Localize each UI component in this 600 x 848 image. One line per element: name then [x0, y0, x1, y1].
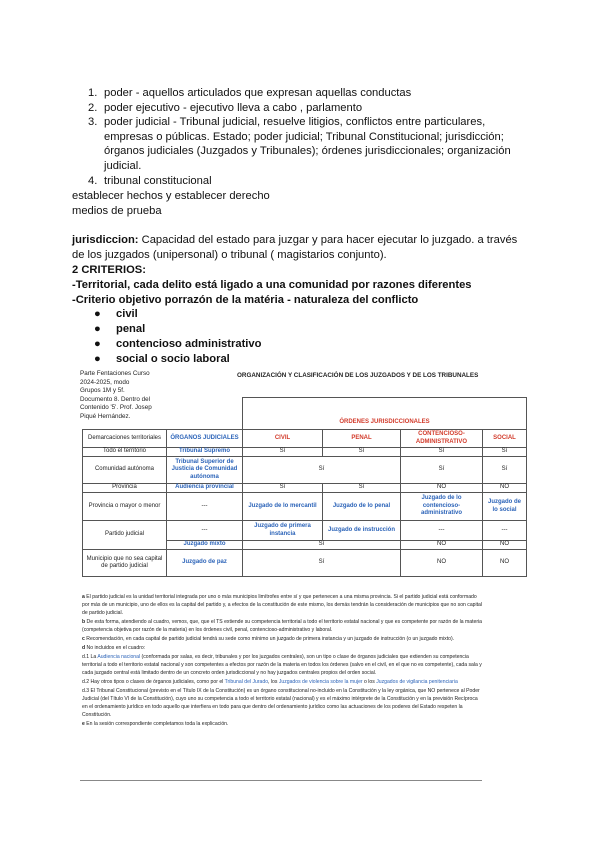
list-number: 4. — [88, 174, 98, 187]
col-social: SOCIAL — [483, 430, 527, 448]
list-item — [88, 86, 528, 101]
numbered-list — [88, 86, 528, 188]
table-row: Juzgado mixto Sí NO NO — [83, 541, 527, 550]
col-organos: ÓRGANOS JUDICIALES — [167, 430, 243, 448]
list-item — [88, 115, 528, 173]
jurisdiccion-definition — [72, 233, 532, 262]
table-title: ORGANIZACIÓN Y CLASIFICACIÓN DE LOS JUZGADOS Y DE LOS TRIBUNALES — [237, 372, 479, 379]
jurisdiccion-text: Capacidad del estado para juzgar y para hacer ejecutar lo juzgado. a través de los juzgados (unipersonal) o tribunal ( magistarios conjunto). — [72, 234, 518, 261]
col-civil: CIVIL — [243, 430, 323, 448]
list-text: poder - aquellos articulados que expresan aquellas conductas — [104, 87, 412, 99]
list-text: tribunal constitucional — [104, 174, 212, 187]
note-line: establecer hechos y establecer derecho — [72, 190, 270, 202]
table-row — [83, 398, 527, 416]
footnote: e En la sesión correspondiente completamos toda la explicación. — [82, 720, 229, 727]
organization-table — [82, 397, 527, 577]
bullet-item: ● penal — [94, 323, 146, 335]
footnote: a El partido judicial es la unidad territorial integrada por uno o más municipios limítrofes entre sí y que pertenecen a una misma provincia. Si el partido judicial está conformado por más de un municipio, uno de ellos es la capital del partido y, a efectos de la constitución de este mismo, los demás tendrán la consideración de municipios que no son capital de partido judicial. — [82, 594, 482, 616]
footnote: c Recomendación, en cada capital de partido judicial tendrá su sede como mínimo un juzgado de primera instancia y un juzgado de instrucción (o un juzgado mixto). — [82, 635, 455, 642]
divider — [80, 780, 482, 781]
col-penal: PENAL — [323, 430, 401, 448]
table-row: Provincia o mayor o menor --- Juzgado de lo mercantil Juzgado de lo penal Juzgado de lo contencioso-administrativo Juzgado de lo social — [83, 493, 527, 521]
list-text: poder ejecutivo - ejecutivo lleva a cabo , parlamento — [104, 101, 363, 114]
bullet-item: ● civil — [94, 308, 138, 320]
note-line: medios de prueba — [72, 205, 162, 217]
bullet-item: ● contencioso administrativo — [94, 338, 262, 350]
list-item — [88, 101, 528, 116]
table-row: Municipio que no sea capital de partido judicial Juzgado de paz Sí NO NO — [83, 550, 527, 577]
table-row — [83, 416, 527, 430]
table-header-row — [83, 430, 527, 448]
list-number: 3. — [88, 116, 98, 129]
list-item — [88, 174, 528, 189]
col-contencioso: CONTENCIOSO-ADMINISTRATIVO — [401, 430, 483, 448]
col-demarcaciones: Demarcaciones territoriales — [83, 430, 167, 448]
table-row: Comunidad autónoma Tribunal Superior de Justicia de Comunidad autónoma Sí Sí Sí — [83, 457, 527, 484]
table-row: Provincia Audiencia provincial Sí Sí NO NO — [83, 484, 527, 493]
footnote: b De esta forma, atendiendo al cuadro, vemos, que, que el TS extiende su competencia territorial a todo el territorio estatal nacional y que es competente por razón de la materia (competencia objetiva por razón de la materia) en los órdenes civil, penal, contencioso-administrativo y laboral. — [82, 618, 483, 633]
document-note: Parte Fentaciones Curso 2024-2025, modo Grupos 1M y 5f. Documento 8. Dentro del Contenido '5'. Prof. Josep Piqué Hernández. — [80, 370, 152, 420]
footnote: d No incluidos en el cuadro: — [82, 644, 146, 651]
table-footnotes — [82, 594, 482, 730]
ordenes-header: ÓRDENES JURISDICCIONALES — [243, 416, 527, 430]
list-number: 1. — [88, 87, 98, 99]
list-number: 2. — [88, 101, 98, 114]
jurisdiccion-term: jurisdiccion: — [72, 234, 139, 246]
bullet-item: ● social o socio laboral — [94, 353, 230, 365]
footnote: d.3 El Tribunal Constitucional (previsto en el Título IX de la Constitución) es un órgano constitucional no-incluido en la Constitución y la ley orgánica, que NO pertenece al Poder Judicial (del Título VI de la Constitución), cuyo uno su competencia a todo el territorio estatal (nacional) y es el máximo intérprete de la Constitución y en la previsión Recíproca en el ordenamiento jurídico en todo aquello que interfiera en todo para que dentro del ordenamiento jurídico como las actuaciones de los poderes del Estado respeten la Constitución. — [82, 688, 480, 718]
criterio-objetivo: -Criterio objetivo porrazón de la matéria - naturaleza del conflicto — [72, 294, 419, 306]
footnote: d.2 Hay otros tipos o clases de órganos judiciales, como por el Tribunal del Jurado, los Juzgados de violencia sobre la mujer o los Juzgados de vigilancia penitenciaria — [82, 678, 458, 685]
criterios-heading: 2 CRITERIOS: — [72, 264, 146, 276]
table-row: Partido judicial --- Juzgado de primera instancia Juzgado de instrucción --- --- — [83, 521, 527, 541]
table-row: Todo el territorio Tribunal Supremo Sí Sí Sí Sí — [83, 448, 527, 457]
footnote: d.1 La Audiencia nacional (conformada por salas, es decir, tribunales y por los juzgados centrales), son un tipo o clase de órganos judiciales que extienden su competencia territorial a todo el territorio estatal nacional y son competentes a efectos por razón de la materia en todos los órdenes (salvo en el civil, en el que no es competente), cada sala y cada juzgado central está limitado dentro de un concreto orden jurisdiccional y no hay juzgados centrales propios del orden social. — [82, 654, 482, 676]
criterio-territorial: -Territorial, cada delito está ligado a una comunidad por razones diferentes — [72, 279, 472, 291]
list-text: poder judicial - Tribunal judicial, resuelve litigios, conflictos entre particulares, empresas o públicas. Estado; poder judicial; Tribunal Constitucional; jurisdicción; órganos judiciales (Juzgados y Tribunales); órdenes jurisdiccionales; organización judicial. — [104, 116, 511, 172]
